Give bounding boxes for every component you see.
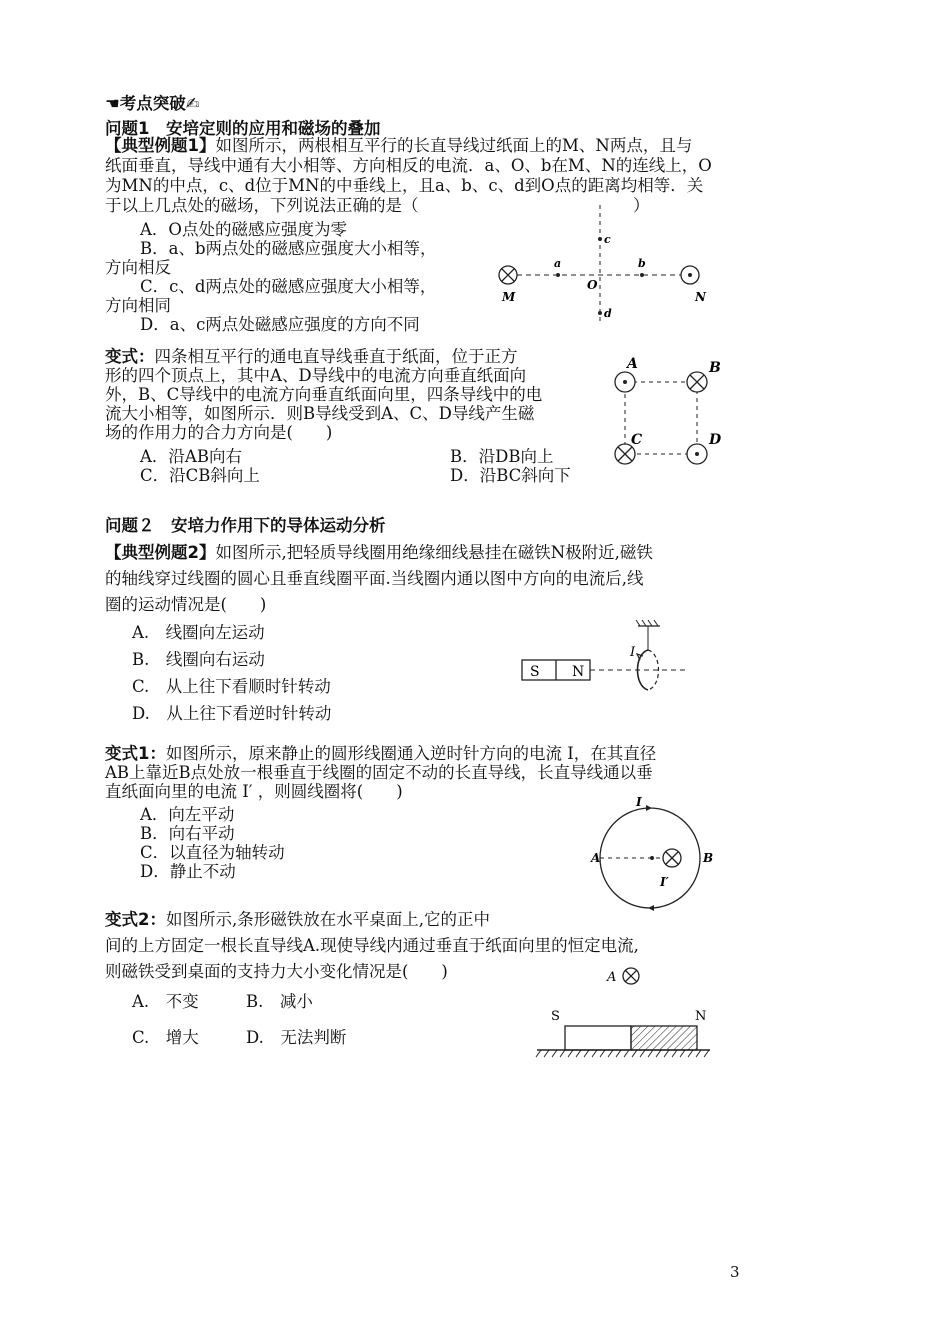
problem1-example-line-3: 于以上几点处的磁场，下列说法正确的是（ ） — [105, 196, 650, 215]
problem2-variant2-option-a: A. 不变 — [132, 992, 199, 1011]
problem2-variant1-line-0: 变式1：如图所示，原来静止的圆形线圈通入逆时针方向的电流 I，在其直径 — [105, 744, 657, 763]
problem2-variant2-line-0: 变式2：如图所示,条形磁铁放在水平桌面上,它的正中 — [105, 910, 490, 929]
problem1-variant-line-2: 外，B、C导线中的电流方向垂直纸面向里，四条导线中的电 — [105, 385, 543, 404]
pencil-icon: ✍ — [185, 94, 200, 113]
problem2-variant1-line-1: AB上靠近B点处放一根垂直于线圈的固定不动的长直导线，长直导线通以垂 — [105, 763, 653, 782]
problem1-title: 问题1 安培定则的应用和磁场的叠加 — [105, 119, 381, 138]
problem1-option-a: A．O点处的磁感应强度为零 — [140, 220, 347, 239]
figure-mn-wires — [490, 205, 730, 330]
problem2-option-b: B. 线圈向右运动 — [132, 650, 265, 669]
problem1-example-line-1: 纸面垂直，导线中通有大小相等、方向相反的电流．a、O、b在M、N的连线上，O — [105, 156, 712, 175]
wire-n-dot-icon — [681, 266, 699, 284]
wire-d-dot-icon — [687, 444, 707, 464]
problem2-option-a: A. 线圈向左运动 — [132, 623, 265, 642]
problem1-variant-line-0: 变式：四条相互平行的通电直导线垂直于纸面，位于正方 — [105, 347, 518, 366]
problem1-variant-line-3: 流大小相等，如图所示．则B导线受到A、C、D导线产生磁 — [105, 404, 535, 423]
problem2-title: 问题２ 安培力作用下的导体运动分析 — [105, 516, 386, 535]
problem2-example-line-1: 的轴线穿过线圈的圆心且垂直线圈平面.当线圈内通以图中方向的电流后,线 — [105, 569, 644, 588]
problem2-variant1-option-c: C．以直径为轴转动 — [140, 843, 285, 862]
problem2-variant2-option-c: C. 增大 — [132, 1028, 199, 1047]
label-n: N — [695, 290, 706, 304]
figure-magnet-coil — [520, 620, 690, 695]
problem2-option-c: C. 从上往下看顺时针转动 — [132, 677, 331, 696]
label-sq-a: A — [627, 356, 638, 372]
label-coil-a: A — [591, 851, 601, 865]
label-wire-a: A — [607, 970, 617, 985]
problem2-variant2-line-1: 间的上方固定一根长直导线A.现使导线内通过垂直于纸面向里的恒定电流, — [105, 936, 639, 955]
problem1-example-line-2: 为MN的中点，c、d位于MN的中垂线上，且a、b、c、d到O点的距离均相等．关 — [105, 176, 704, 195]
label-coil-i-prime: I′ — [660, 875, 669, 889]
figure-circle-coil — [590, 795, 720, 915]
problem1-option-b: B．a、b两点处的磁感应强度大小相等， — [140, 239, 437, 258]
wire-a-dot-icon — [615, 372, 635, 392]
label-o: O — [587, 278, 598, 292]
label-b: b — [638, 257, 646, 270]
wire-b-cross-icon — [687, 372, 707, 392]
problem1-option-b-cont: 方向相反 — [105, 258, 171, 277]
label-table-n: N — [695, 1009, 707, 1024]
wire-cross-icon — [663, 849, 681, 867]
problem1-variant-option-d: D．沿BC斜向下 — [450, 466, 571, 485]
problem2-variant1-option-a: A．向左平动 — [140, 805, 235, 824]
wire-m-cross-icon — [499, 266, 517, 284]
problem2-example-line-0: 【典型例题2】如图所示,把轻质导线圈用绝缘细线悬挂在磁铁N极附近,磁铁 — [105, 543, 653, 562]
problem1-option-c: C．c、d两点处的磁感应强度大小相等， — [140, 277, 437, 296]
problem1-option-c-cont: 方向相同 — [105, 296, 171, 315]
label-magnet-s: S — [530, 664, 540, 680]
problem2-variant2-line-2: 则磁铁受到桌面的支持力大小变化情况是( ) — [105, 962, 448, 981]
label-c: c — [604, 233, 611, 246]
problem2-example-line-2: 圈的运动情况是( ) — [105, 595, 267, 614]
label-magnet-n: N — [572, 664, 585, 680]
label-d: d — [604, 307, 612, 320]
figure-magnet-table — [535, 962, 715, 1062]
problem2-variant1-option-d: D．静止不动 — [140, 862, 236, 881]
problem2-option-d: D. 从上往下看逆时针转动 — [132, 704, 332, 723]
problem1-example-line-0: 【典型例题1】如图所示，两根相互平行的长直导线过纸面上的M、N两点，且与 — [105, 136, 693, 155]
problem1-variant-line-4: 场的作用力的合力方向是( ) — [105, 423, 333, 442]
figure-square-wires — [605, 350, 735, 470]
problem2-variant2-option-b: B. 减小 — [246, 992, 313, 1011]
label-coil-i: I — [636, 795, 642, 809]
page-number: 3 — [730, 1263, 740, 1281]
problem2-variant2-option-d: D. 无法判断 — [246, 1028, 347, 1047]
label-m: M — [502, 290, 516, 304]
label-sq-d: D — [709, 432, 722, 448]
problem1-option-d: D．a、c两点处磁感应强度的方向不同 — [140, 315, 420, 334]
problem2-variant1-line-2: 直纸面向里的电流 I′ ，则圆线圈将( ) — [105, 782, 403, 801]
label-table-s: S — [551, 1009, 560, 1024]
problem2-variant1-option-b: B．向右平动 — [140, 824, 235, 843]
problem1-variant-option-b: B．沿DB向上 — [450, 447, 554, 466]
label-a: a — [554, 257, 562, 270]
problem1-variant-option-a: A．沿AB向右 — [140, 447, 242, 466]
problem1-variant-option-c: C．沿CB斜向上 — [140, 466, 260, 485]
label-sq-b: B — [709, 360, 721, 376]
pointing-hand-icon: ☚ — [105, 94, 120, 113]
section-header: ☚考点突破✍ — [105, 94, 200, 113]
wire-a-cross-icon — [623, 968, 639, 984]
label-current-i: I — [630, 645, 636, 660]
label-sq-c: C — [631, 432, 643, 448]
label-coil-b: B — [703, 851, 714, 865]
problem1-variant-line-1: 形的四个顶点上，其中A、D导线中的电流方向垂直纸面向 — [105, 366, 527, 385]
